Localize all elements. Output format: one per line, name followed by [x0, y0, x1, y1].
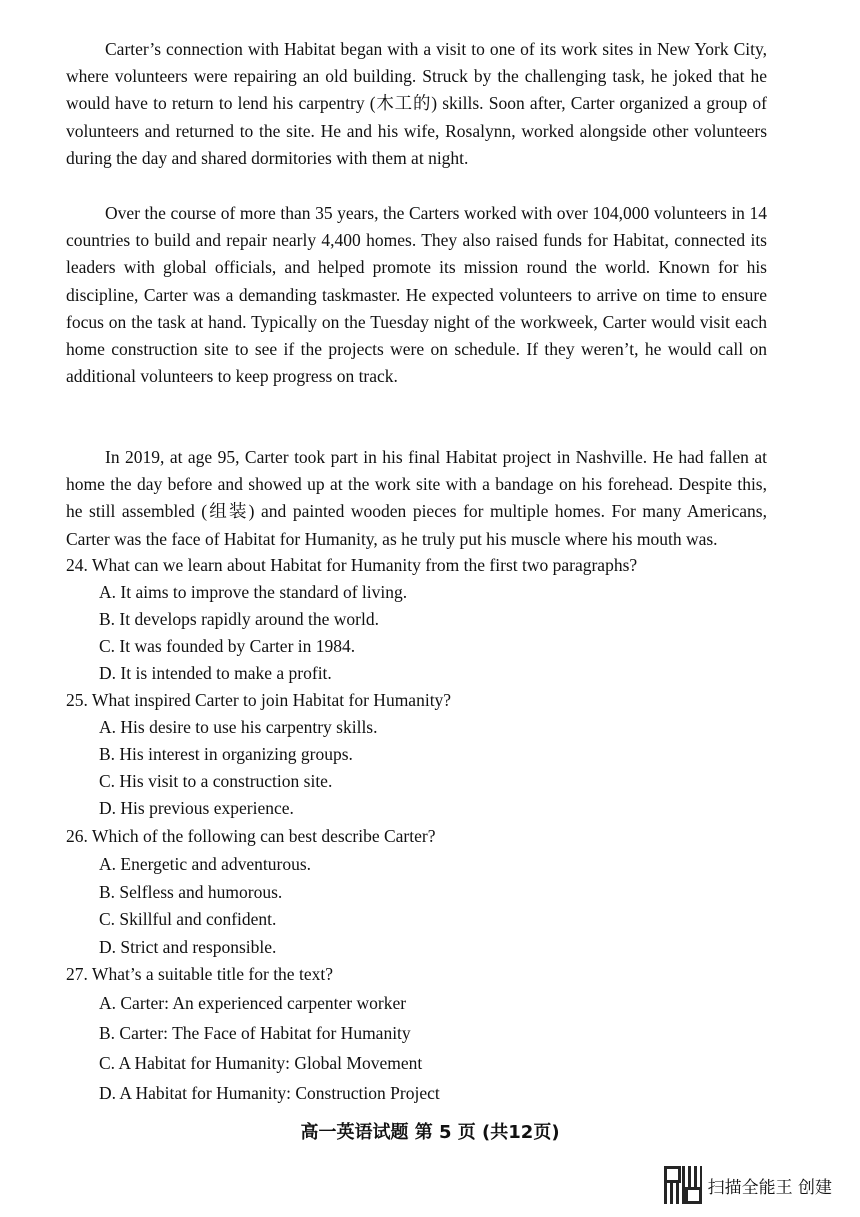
watermark-text: 扫描全能王 创建 — [707, 1177, 832, 1198]
scanner-watermark — [664, 1166, 832, 1204]
question-25-option-c: C. His visit to a construction site. — [99, 771, 333, 791]
question-26-option-d: D. Strict and responsible. — [99, 937, 277, 957]
page-footer: 高一英语试题 第 5 页 (共12页) — [300, 1122, 560, 1143]
question-25: 25. What inspired Carter to join Habitat for Humanity? — [66, 690, 452, 710]
question-27-option-c: C. A Habitat for Humanity: Global Movement — [99, 1053, 423, 1073]
question-26-option-a: A. Energetic and adventurous. — [99, 854, 312, 874]
qr-code-icon — [664, 1166, 702, 1204]
question-24-option-b: B. It develops rapidly around the world. — [99, 609, 379, 629]
question-24-option-a: A. It aims to improve the standard of living. — [99, 582, 408, 602]
question-25-option-d: D. His previous experience. — [99, 798, 294, 818]
question-24-option-c: C. It was founded by Carter in 1984. — [99, 636, 356, 656]
question-26-option-c: C. Skillful and confident. — [99, 909, 277, 929]
question-25-option-b: B. His interest in organizing groups. — [99, 744, 353, 764]
question-27-option-d: D. A Habitat for Humanity: Construction Project — [99, 1083, 440, 1103]
question-24-option-d: D. It is intended to make a profit. — [99, 663, 332, 683]
passage-paragraph-2: Over the course of more than 35 years, the Carters worked with over 104,000 volunteers in 14 countries to build and repair nearly 4,400 homes. They also raised funds for Habitat, connected its leaders with global officials, and helped promote its mission round the world. Known for his discipline, Carter was a demanding taskmaster. He expected volunteers to arrive on time to ensure focus on the task at hand. Typically on the Tuesday night of the workweek, Carter would visit each home construction site to see if the projects were on schedule. If they weren’t, he would call on additional volunteers to keep progress on track. — [66, 203, 767, 387]
question-24: 24. What can we learn about Habitat for Humanity from the first two paragraphs? — [66, 555, 638, 575]
question-27-option-b: B. Carter: The Face of Habitat for Humanity — [99, 1023, 411, 1043]
question-26: 26. Which of the following can best describe Carter? — [66, 826, 436, 846]
passage-paragraph-3: In 2019, at age 95, Carter took part in his final Habitat project in Nashville. He had fallen at home the day before and showed up at the work site with a bandage on his forehead. Despite this, he still assembled (组装) and painted wooden pieces for multiple homes. For many Americans, Carter was the face of Habitat for Humanity, as he truly put his muscle where his mouth was. — [66, 447, 767, 549]
question-26-option-b: B. Selfless and humorous. — [99, 882, 283, 902]
passage-paragraph-1: Carter’s connection with Habitat began with a visit to one of its work sites in New York City, where volunteers were repairing an old building. Struck by the challenging task, he joked that he would have to return to lend his carpentry (木工的) skills. Soon after, Carter organized a group of volunteers and returned to the site. He and his wife, Rosalynn, worked alongside other volunteers during the day and shared dormitories with them at night. — [66, 39, 767, 168]
question-27-option-a: A. Carter: An experienced carpenter worker — [99, 993, 407, 1013]
question-27: 27. What’s a suitable title for the text? — [66, 964, 333, 984]
question-25-option-a: A. His desire to use his carpentry skills. — [99, 717, 378, 737]
